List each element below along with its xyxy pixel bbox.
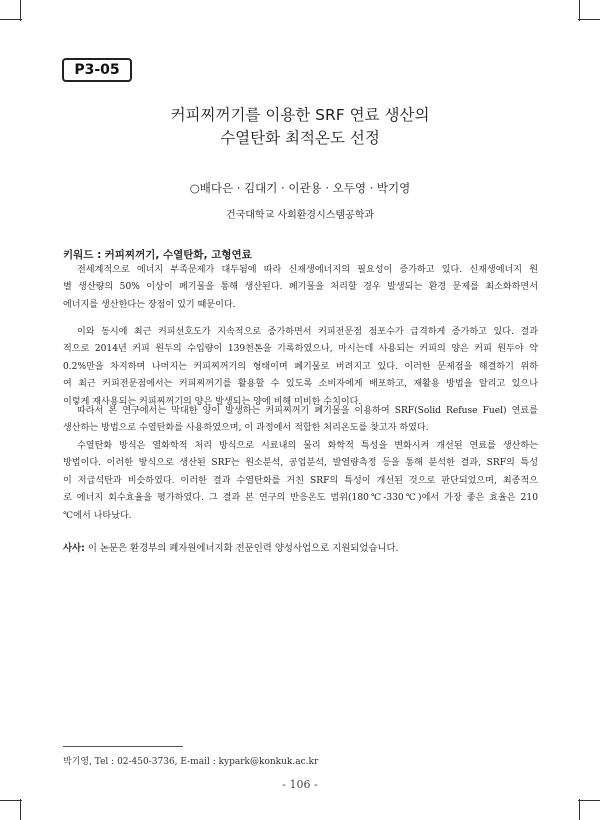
body-line: 적으로 2014년 커피 원두의 수입량이 139천톤을 기록하였으나, 마시는데 사용되는 커피의 양은 커피 원두야 약: [63, 344, 538, 355]
author-list: ○배다은 · 김대기 · 이관용 · 오두영 · 박기영: [189, 181, 411, 195]
paper-title-line-2: 수열탄화 최적온도 선정: [220, 129, 380, 147]
crop-mark-bottom-right-v: [579, 799, 580, 820]
body-line: 수열탄화 방식은 열화학적 처리 방식으로 시료내의 물리 화학적 특성을 변화시켜 개선된 연료를 생산하는: [77, 441, 538, 451]
footnote-divider: [63, 746, 183, 747]
body-paragraph-1: [63, 262, 538, 314]
affiliation: 건국대학교 사회환경시스템공학과: [225, 210, 375, 221]
body-line: 별 생산량의 50% 이상이 폐기물을 통해 생산된다. 폐기물을 처리할 경우 발생되는 환경 문제를 최소화하면서: [63, 282, 538, 293]
body-line: ℃에서 나타났다.: [63, 510, 132, 521]
body-line: 에너지를 생산한다는 장점이 있기 때문이다.: [63, 299, 236, 310]
body-line: 전세계적으로 에너지 부족문제가 대두됨에 따라 신재생에너지의 필요성이 증가하고 있다. 신재생에너지 원: [77, 265, 538, 275]
crop-mark-top-left-v: [20, 0, 21, 21]
body-paragraph-3: [63, 403, 538, 438]
body-line: 이렇게 재사용되는 커피찌꺼기의 양은 발생되는 양에 비해 미비한 수치이다.: [63, 396, 362, 407]
acknowledgement-label: 사사:: [63, 543, 85, 554]
crop-mark-bottom-right-h: [578, 800, 600, 801]
body-line: 이 저급석탄과 비슷하였다. 이러한 결과 수열탄화를 거친 SRF의 특성이 개선된 것으로 판단되었으며, 최종적으: [63, 475, 538, 486]
corresponding-author-footnote: 박기영, Tel : 02-450-3736, E-mail : kypark@konkuk.ac.kr: [63, 757, 319, 767]
body-line: 0.2%만을 차지하며 나머지는 커피찌꺼기의 형태이며 폐기물로 버려지고 있다. 이러한 문제점을 해결하기 위하: [63, 361, 538, 372]
keywords-line: [63, 247, 252, 262]
crop-mark-top-right-v: [579, 0, 580, 21]
crop-mark-top-right-h: [578, 19, 600, 20]
acknowledgement-text: 이 논문은 환경부의 폐자원에너지화 전문인력 양성사업으로 지원되었습니다.: [87, 543, 399, 554]
body-line: 이와 동시에 최근 커피선호도가 지속적으로 증가하면서 커피전문점 점포수가 급격하게 증가하고 있다. 결과: [77, 327, 538, 337]
body-paragraph-2: [63, 324, 538, 411]
crop-mark-bottom-left-v: [20, 799, 21, 820]
body-line: 따라서 본 연구에서는 막대한 양이 발생하는 커피찌꺼기 폐기물을 이용하여 SRF(Solid Refuse Fuel) 연료를: [77, 406, 538, 416]
acknowledgement: [63, 540, 399, 554]
page-number: - 106 -: [282, 778, 318, 791]
body-line: 로 에너지 회수효율을 평가하였다. 그 결과 본 연구의 반응온도 범위(180℃-330℃)에서 가장 좋은 효율은 210: [63, 493, 538, 504]
keywords-label: 키워드 :: [63, 249, 102, 261]
paper-code-badge: P3-05: [62, 58, 132, 82]
body-line: 여 최근 커피전문점에서는 커피찌꺼기를 활용할 수 있도록 소비자에게 배포하고, 재활용 방법을 알리고 있으나: [63, 379, 538, 390]
crop-mark-bottom-left-h: [0, 800, 22, 801]
paper-title-line-1: 커피찌꺼기를 이용한 SRF 연료 생산의: [170, 106, 430, 124]
body-paragraph-4: [63, 438, 538, 525]
keywords-value: 커피찌꺼기, 수열탄화, 고형연료: [104, 249, 252, 261]
body-line: 생산하는 방법으로 수열탄화를 사용하였으며, 이 과정에서 적합한 처리온도를 찾고자 하였다.: [63, 423, 429, 434]
body-line: 방법이다. 이러한 방식으로 생산된 SRF는 원소분석, 공업분석, 발열량측정 등을 통해 분석한 결과, SRF의 특성: [63, 458, 538, 469]
crop-mark-top-left-h: [0, 19, 22, 20]
